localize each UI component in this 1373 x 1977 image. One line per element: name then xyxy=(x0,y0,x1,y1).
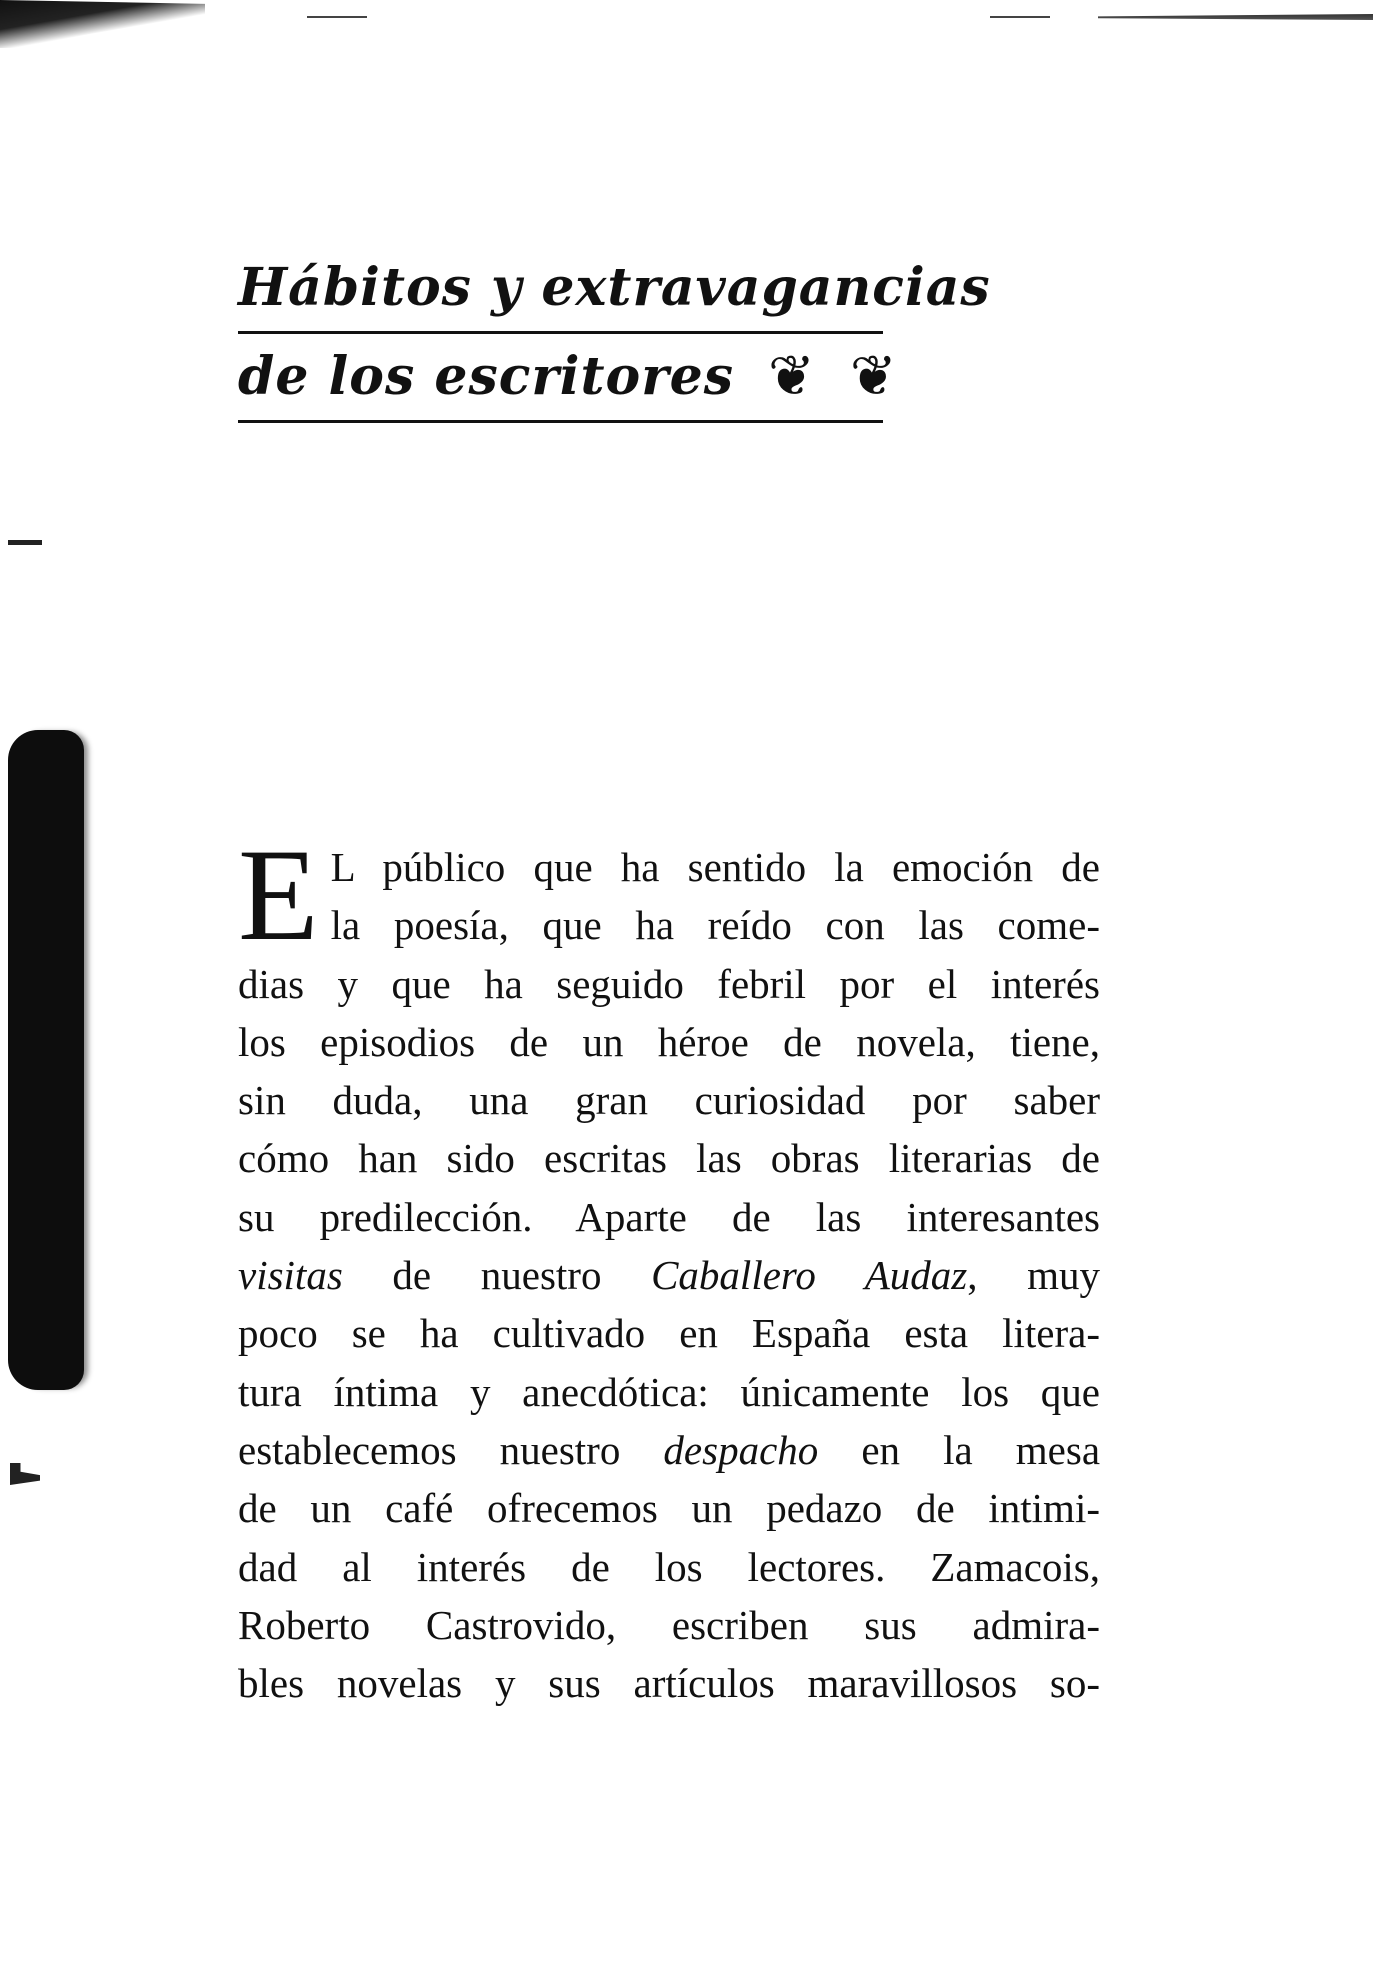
text-segment: en la mesa xyxy=(861,1426,1101,1473)
text-line: Roberto Castrovido, escriben sus admira- xyxy=(238,1601,1100,1648)
text-line: sin duda, una gran curiosidad por saber xyxy=(238,1077,1100,1124)
body-paragraph xyxy=(238,821,1101,1712)
drop-cap: E xyxy=(238,821,319,968)
text-line xyxy=(238,1421,1100,1479)
title-text-2: de los escritores xyxy=(238,346,734,407)
scan-artifact-corner xyxy=(0,0,205,48)
text-line: L público que ha sentido la emoción de xyxy=(330,844,1100,890)
italic-caballero-audaz: Caballero Audaz xyxy=(651,1252,968,1299)
scan-artifact-tick xyxy=(8,540,42,545)
title-text-1: Hábitos y extravagancias xyxy=(238,257,991,318)
text-segment: , muy xyxy=(967,1252,1100,1299)
scan-artifact-line xyxy=(307,16,367,18)
text-line: cómo han sido escritas las obras literarias de xyxy=(238,1135,1100,1182)
text-line: de un café ofrecemos un pedazo de intimi- xyxy=(238,1485,1100,1532)
scan-artifact-tick xyxy=(10,1463,40,1485)
text-line xyxy=(238,1246,1100,1304)
ornament-icon: ❦ xyxy=(849,344,898,409)
italic-visitas: visitas xyxy=(238,1252,343,1299)
text-line: su predilección. Aparte de las interesantes xyxy=(238,1193,1100,1240)
ornament-icon: ❦ xyxy=(768,344,816,409)
text-line: poco se ha cultivado en España esta litera- xyxy=(238,1310,1100,1357)
title-line-1 xyxy=(238,245,991,334)
text-segment: de nuestro xyxy=(392,1252,602,1299)
text-line: la poesía, que ha reído con las come- xyxy=(330,902,1100,949)
text-line: los episodios de un héroe de novela, tiene, xyxy=(238,1018,1100,1065)
scan-artifact-line xyxy=(1098,14,1373,20)
chapter-title xyxy=(238,245,991,423)
text-line: dad al interés de los lectores. Zamacois, xyxy=(238,1543,1100,1590)
scan-artifact-line xyxy=(990,16,1050,18)
text-line: dias y que ha seguido febril por el interés xyxy=(238,960,1100,1007)
text-line: tura íntima y anecdótica: únicamente los que xyxy=(238,1368,1100,1415)
text-segment: establecemos nuestro xyxy=(238,1426,621,1473)
title-line-2 xyxy=(238,334,898,423)
text-line: bles novelas y sus artículos maravillosos so- xyxy=(238,1660,1100,1707)
italic-despacho: despacho xyxy=(663,1426,819,1473)
scan-artifact-binding-edge xyxy=(8,730,84,1390)
